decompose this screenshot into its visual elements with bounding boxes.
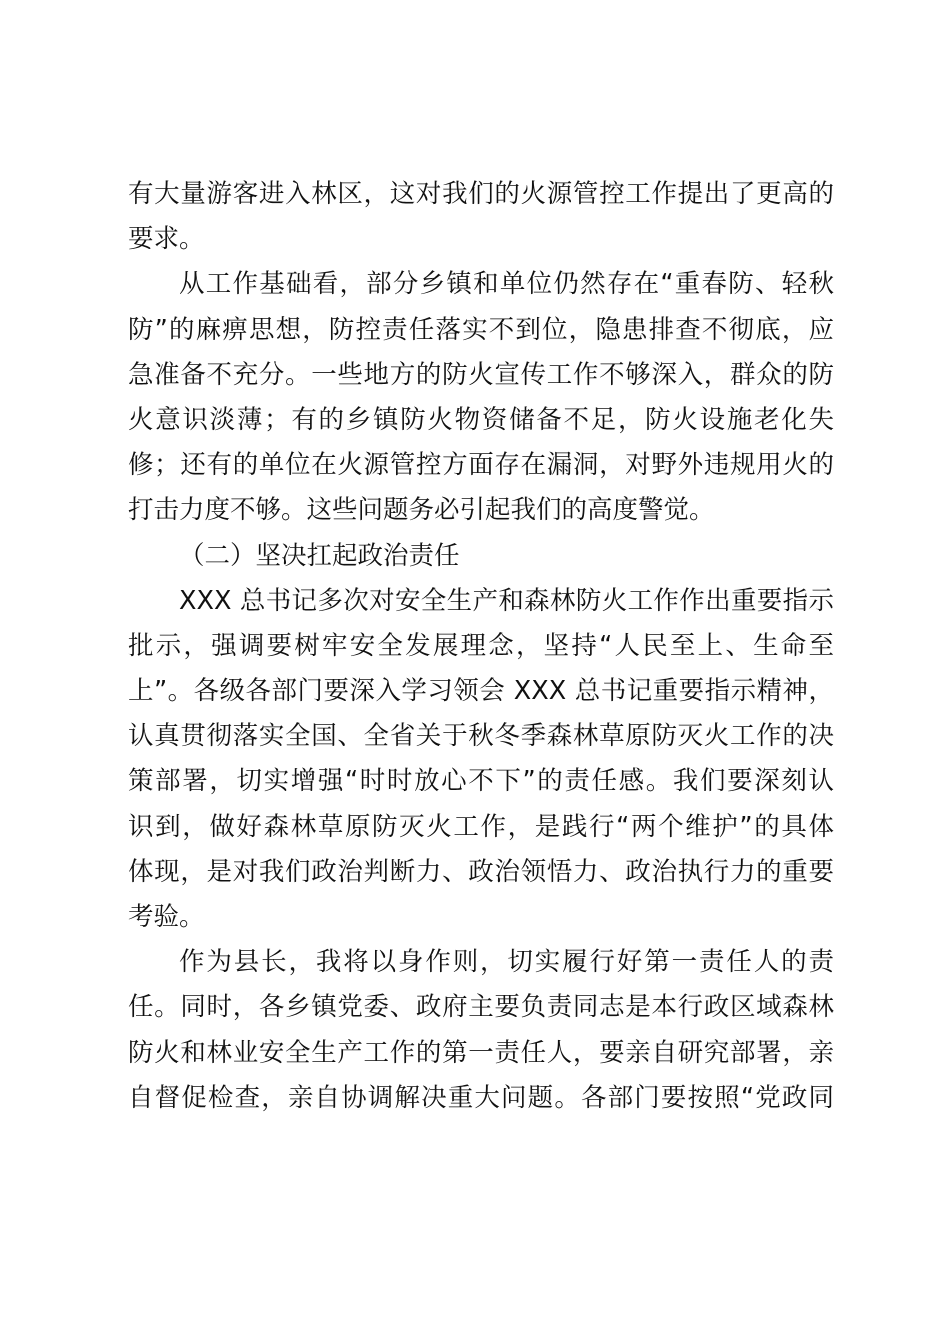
paragraph-first-line: 作为县长，我将以身作则，切实履行好第一责任人的责: [179, 947, 834, 978]
section-heading: （二）坚决扛起政治责任: [179, 540, 460, 571]
text-line: 要求。: [128, 224, 205, 255]
text-line: 急准备不充分。一些地方的防火宣传工作不够深入，群众的防: [128, 359, 834, 390]
text-line: 防”的麻痹思想，防控责任落实不到位，隐患排查不彻底，应: [128, 314, 834, 345]
text-line: 批示，强调要树牢安全发展理念，坚持“人民至上、生命至: [128, 630, 834, 661]
text-line: 认真贯彻落实全国、全省关于秋冬季森林草原防灭火工作的决: [128, 721, 834, 752]
text-line: 上”。各级各部门要深入学习领会 XXX 总书记重要指示精神，: [128, 676, 834, 707]
text-line: 火意识淡薄；有的乡镇防火物资储备不足，防火设施老化失: [128, 404, 834, 435]
text-line: 识到，做好森林草原防灭火工作，是践行“两个维护”的具体: [128, 811, 834, 842]
text-line: 自督促检查，亲自协调解决重大问题。各部门要按照“党政同: [128, 1082, 834, 1113]
paragraph-first-line: XXX 总书记多次对安全生产和森林防火工作作出重要指示: [179, 585, 834, 616]
body-text: [128, 172, 834, 1121]
text-line: 打击力度不够。这些问题务必引起我们的高度警觉。: [128, 495, 715, 526]
text-line: 修；还有的单位在火源管控方面存在漏洞，对野外违规用火的: [128, 450, 834, 481]
text-line: 有大量游客进入林区，这对我们的火源管控工作提出了更高的: [128, 179, 834, 209]
text-line: 体现，是对我们政治判断力、政治领悟力、政治执行力的重要: [128, 856, 834, 887]
text-line: 任。同时，各乡镇党委、政府主要负责同志是本行政区域森林: [128, 992, 834, 1023]
text-line: 防火和林业安全生产工作的第一责任人，要亲自研究部署，亲: [128, 1037, 834, 1068]
paragraph-first-line: 从工作基础看，部分乡镇和单位仍然存在“重春防、轻秋: [179, 269, 834, 300]
text-line: 策部署，切实增强“时时放心不下”的责任感。我们要深刻认: [128, 766, 834, 797]
text-line: 考验。: [128, 902, 205, 932]
